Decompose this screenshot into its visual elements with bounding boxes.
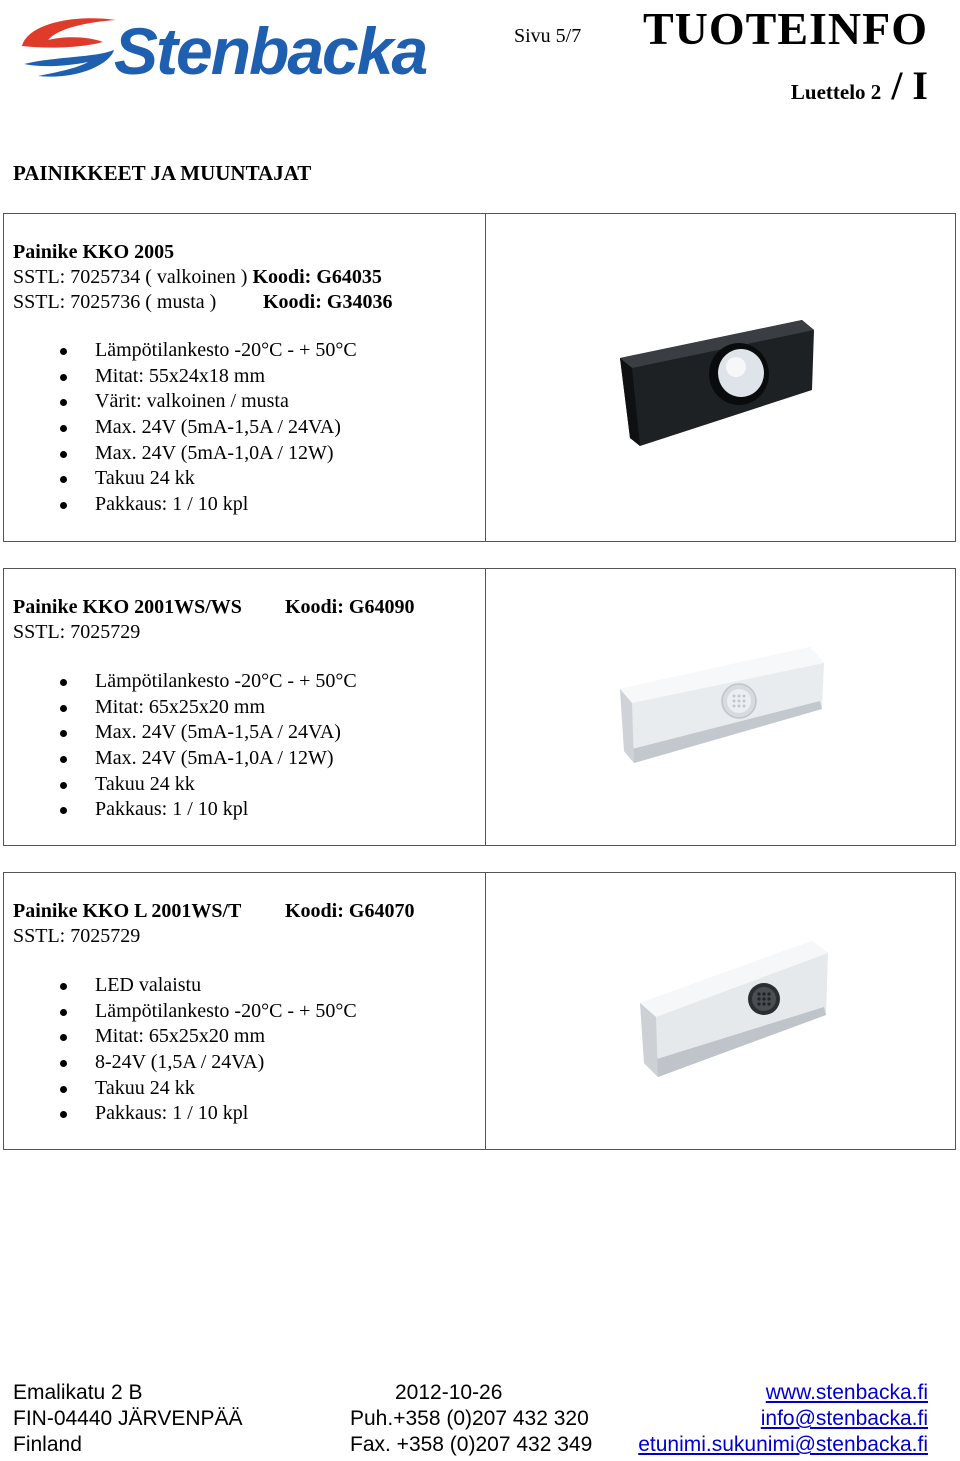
footer-email-link[interactable]: info@stenbacka.fi — [760, 1407, 928, 1430]
product-sstl-line — [13, 290, 478, 315]
product-card — [3, 872, 956, 1150]
footer-website-link[interactable]: www.stenbacka.fi — [765, 1381, 928, 1404]
spec-item: Takuu 24 kk — [13, 1076, 478, 1102]
catalog-suffix: / I — [891, 63, 928, 108]
white-led-doorbell-button-image — [636, 935, 836, 1085]
spec-item: Pakkaus: 1 / 10 kpl — [13, 492, 478, 518]
product-name: Painike KKO L 2001WS/T — [13, 900, 242, 922]
product-code: Koodi: G64035 — [252, 266, 382, 288]
spec-item: Mitat: 55x24x18 mm — [13, 364, 478, 390]
spec-item: Takuu 24 kk — [13, 772, 478, 798]
product-code: Koodi: G64090 — [285, 596, 415, 618]
product-title-line — [13, 899, 478, 924]
product-card — [3, 568, 956, 846]
spec-item: Max. 24V (5mA-1,0A / 12W) — [13, 746, 478, 772]
spec-item: Mitat: 65x25x20 mm — [13, 1024, 478, 1050]
product-card — [3, 213, 956, 542]
spec-item: Lämpötilankesto -20°C - + 50°C — [13, 669, 478, 695]
spec-item: Max. 24V (5mA-1,5A / 24VA) — [13, 415, 478, 441]
spec-item: Pakkaus: 1 / 10 kpl — [13, 797, 478, 823]
product-sstl: SSTL: 7025734 ( valkoinen ) — [13, 266, 253, 288]
spec-list — [13, 973, 478, 1127]
section-title: PAINIKKEET JA MUUNTAJAT — [13, 161, 312, 185]
card-divider — [485, 569, 486, 845]
product-code: Koodi: G64070 — [285, 900, 415, 922]
footer-personal-email-link[interactable]: etunimi.sukunimi@stenbacka.fi — [638, 1433, 928, 1456]
product-sstl-line — [13, 265, 478, 290]
spec-item: 8-24V (1,5A / 24VA) — [13, 1050, 478, 1076]
spec-item: Takuu 24 kk — [13, 466, 478, 492]
page-number: Sivu 5/7 — [514, 25, 582, 47]
spec-list — [13, 669, 478, 823]
spec-item: Max. 24V (5mA-1,0A / 12W) — [13, 441, 478, 467]
product-name: Painike KKO 2001WS/WS — [13, 596, 242, 618]
spec-item: LED valaistu — [13, 973, 478, 999]
footer-country: Finland — [13, 1433, 82, 1456]
card-divider — [485, 873, 486, 1149]
stenbacka-logo — [18, 6, 448, 82]
footer-phone: Puh.+358 (0)207 432 320 — [350, 1407, 589, 1430]
spec-list — [13, 338, 478, 518]
footer-street: Emalikatu 2 B — [13, 1381, 143, 1404]
svg-text:Stenbacka: Stenbacka — [114, 14, 427, 82]
spec-item: Lämpötilankesto -20°C - + 50°C — [13, 338, 478, 364]
product-sstl: SSTL: 7025736 ( musta ) — [13, 291, 217, 313]
spec-item: Värit: valkoinen / musta — [13, 389, 478, 415]
product-sstl: SSTL: 7025729 — [13, 621, 141, 643]
spec-item: Lämpötilankesto -20°C - + 50°C — [13, 999, 478, 1025]
product-title-line — [13, 595, 478, 620]
card-divider — [485, 214, 486, 541]
catalog-reference — [791, 62, 928, 109]
document-title: TUOTEINFO — [642, 3, 928, 54]
product-code: Koodi: G34036 — [263, 291, 393, 313]
spec-item: Mitat: 65x25x20 mm — [13, 695, 478, 721]
black-doorbell-button-image — [614, 316, 824, 451]
catalog-label: Luettelo 2 — [790, 80, 882, 104]
white-doorbell-button-image — [614, 641, 834, 771]
spec-item: Max. 24V (5mA-1,5A / 24VA) — [13, 720, 478, 746]
footer-city: FIN-04440 JÄRVENPÄÄ — [13, 1407, 243, 1430]
product-name: Painike KKO 2005 — [13, 241, 175, 263]
product-sstl: SSTL: 7025729 — [13, 925, 141, 947]
footer-date: 2012-10-26 — [395, 1381, 503, 1404]
footer-fax: Fax. +358 (0)207 432 349 — [350, 1433, 593, 1456]
spec-item: Pakkaus: 1 / 10 kpl — [13, 1101, 478, 1127]
